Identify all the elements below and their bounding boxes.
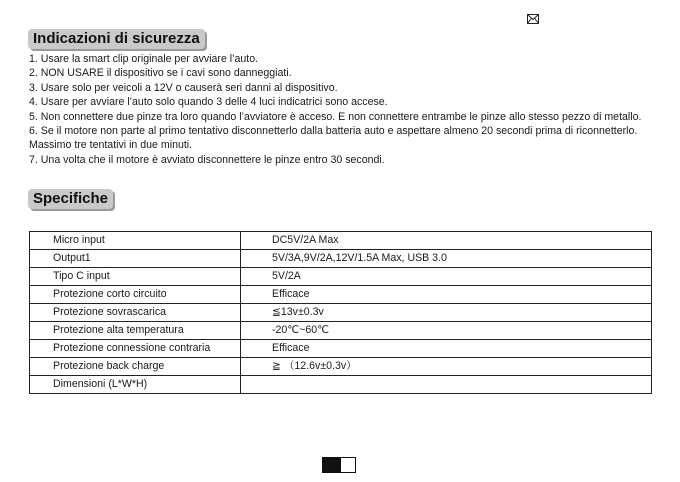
spec-label: Dimensioni (L*W*H) xyxy=(30,376,241,394)
table-row xyxy=(30,322,652,340)
table-row xyxy=(30,286,652,304)
spec-label: Protezione back charge xyxy=(30,358,241,376)
spec-value xyxy=(241,376,652,394)
page-marker-dark xyxy=(323,458,341,472)
safety-item: 5. Non connettere due pinze tra loro quando l’avviatore è acceso. E non connettere entrambe le pinze allo stesso pezzo di metallo. xyxy=(29,110,642,123)
table-row xyxy=(30,250,652,268)
page-marker-icon xyxy=(322,457,356,473)
table-row xyxy=(30,358,652,376)
spec-value: 5V/3A,9V/2A,12V/1.5A Max, USB 3.0 xyxy=(241,250,652,268)
spec-value: DC5V/2A Max xyxy=(241,232,652,250)
spec-value: ≧ （12.6v±0.3v） xyxy=(241,358,652,376)
spec-label: Protezione sovrascarica xyxy=(30,304,241,322)
spec-label: Tipo C input xyxy=(30,268,241,286)
safety-item: 7. Una volta che il motore è avviato disconnettere le pinze entro 30 secondi. xyxy=(29,153,385,166)
safety-item: 2. NON USARE il dispositivo se i cavi sono danneggiati. xyxy=(29,67,292,80)
table-row xyxy=(30,304,652,322)
table-row xyxy=(30,268,652,286)
table-row xyxy=(30,340,652,358)
specs-table xyxy=(29,231,652,394)
spec-value: Efficace xyxy=(241,340,652,358)
table-row xyxy=(30,376,652,394)
safety-item: 3. Usare solo per veicoli a 12V o causerà seri danni al dispositivo. xyxy=(29,81,338,94)
safety-item: 1. Usare la smart clip originale per avviare l’auto. xyxy=(29,53,259,65)
safety-item: 4. Usare per avviare l’auto solo quando 3 delle 4 luci indicatrici sono accese. xyxy=(29,96,388,109)
spec-value: Efficace xyxy=(241,286,652,304)
spec-label: Output1 xyxy=(30,250,241,268)
spec-label: Protezione corto circuito xyxy=(30,286,241,304)
table-row xyxy=(30,232,652,250)
spec-value: -20℃~60℃ xyxy=(241,322,652,340)
safety-item: 6. Se il motore non parte al primo tentativo disconnetterlo dalla batteria auto e aspettare almeno 20 secondi prima di riconnetterlo. Massimo tre tentativi in due minuti. xyxy=(29,125,638,152)
spec-label: Protezione connessione contraria xyxy=(30,340,241,358)
spec-value: ≦13v±0.3v xyxy=(241,304,652,322)
page-marker-light xyxy=(341,458,355,472)
specs-heading: Specifiche xyxy=(28,189,113,209)
envelope-icon xyxy=(527,14,539,24)
spec-label: Micro input xyxy=(30,232,241,250)
spec-value: 5V/2A xyxy=(241,268,652,286)
safety-heading: Indicazioni di sicurezza xyxy=(28,29,205,49)
safety-list xyxy=(29,52,659,167)
spec-label: Protezione alta temperatura xyxy=(30,322,241,340)
